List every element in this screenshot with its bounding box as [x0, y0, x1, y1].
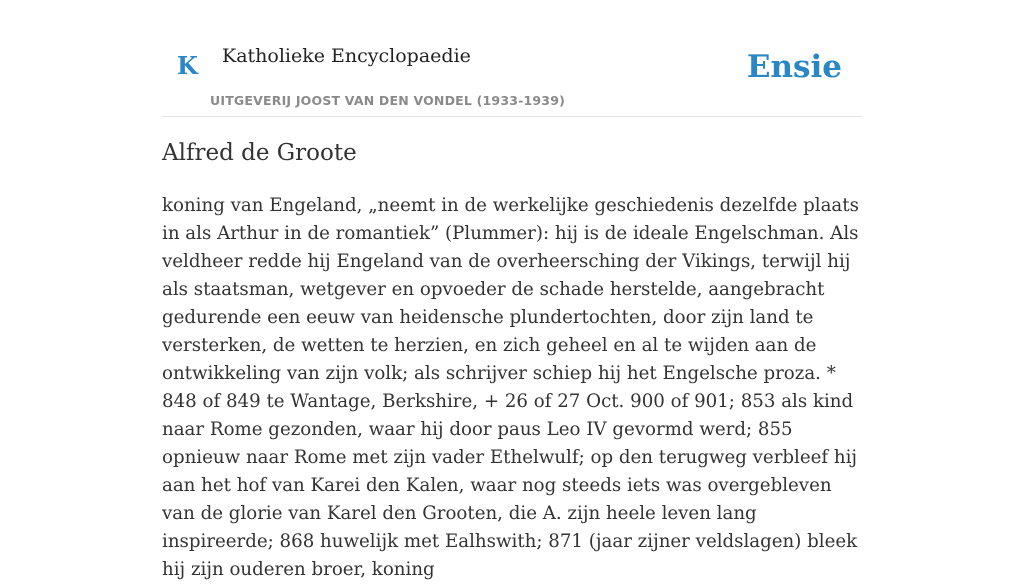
encyclopedia-logo[interactable]: K	[177, 51, 198, 80]
page	[162, 0, 862, 580]
site-header	[162, 0, 862, 117]
publisher-label: UITGEVERIJ JOOST VAN DEN VONDEL (1933-1939)	[210, 93, 566, 108]
brand-logo[interactable]: Ensie	[746, 49, 842, 85]
entry-title: Alfred de Groote	[162, 140, 357, 166]
site-title[interactable]: Katholieke Encyclopaedie	[222, 45, 471, 67]
entry-body: koning van Engeland, „neemt in de werkelijke geschiedenis dezelfde plaats in als Arthur in de romantiek” (Plummer): hij is de ideale Engelschman. Als veldheer redde hij Engeland van de overheersching der Vikings, terwijl hij als staatsman, wetgever en opvoeder de schade herstelde, aangebracht gedurende een eeuw van heidensche plundertochten, door zijn land te versterken, de wetten te herzien, en zich geheel en al te wijden aan de ontwikkeling van zijn volk; als schrijver schiep hij het Engelsche proza. * 848 of 849 te Wantage, Berkshire, + 26 of 27 Oct. 900 of 901; 853 als kind naar Rome gezonden, waar hij door paus Leo IV gevormd werd; 855 opnieuw naar Rome met zijn vader Ethelwulf; op den terugweg verbleef hij aan het hof van Karei den Kalen, waar nog steeds iets was overgebleven van de glorie van Karel den Grooten, die A. zijn heele leven lang inspireerde; 868 huwelijk met Ealhswith; 871 (jaar zijner veldslagen) bleek hij zijn ouderen broer, koning	[162, 195, 859, 580]
